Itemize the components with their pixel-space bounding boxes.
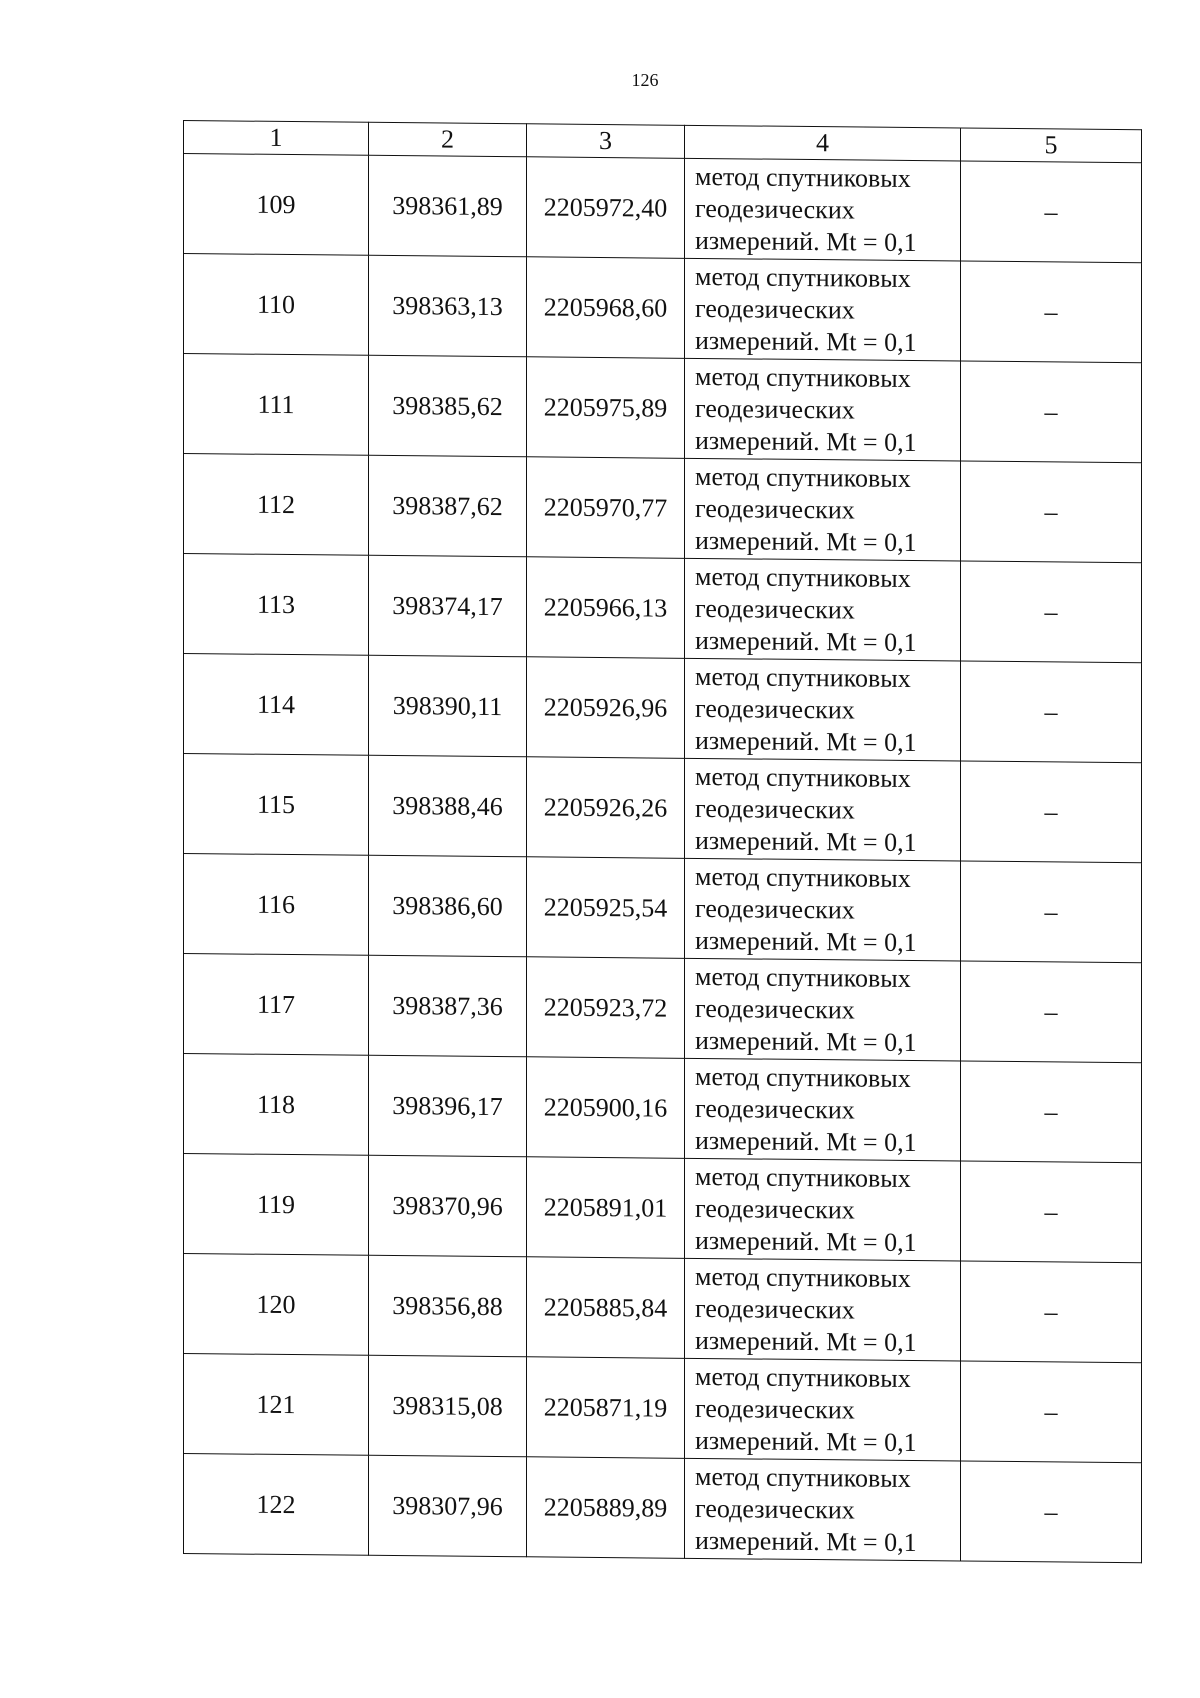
method-line: измерений. Mt = 0,1 bbox=[695, 525, 917, 557]
table-row bbox=[184, 1254, 1142, 1363]
note-cell: – bbox=[961, 1061, 1142, 1163]
method-line: геодезических bbox=[695, 893, 855, 924]
method-line: измерений. Mt = 0,1 bbox=[695, 1225, 917, 1257]
method-line: метод спутниковых bbox=[695, 761, 911, 793]
x-coordinate-cell: 398386,60 bbox=[369, 855, 527, 957]
table-row bbox=[184, 554, 1142, 663]
header-col-4: 4 bbox=[685, 125, 961, 161]
method-line: метод спутниковых bbox=[695, 961, 911, 993]
note-cell: – bbox=[961, 961, 1142, 1063]
coordinates-table bbox=[183, 120, 1142, 1563]
method-cell bbox=[685, 358, 961, 461]
method-line: геодезических bbox=[695, 593, 855, 624]
y-coordinate-cell: 2205889,89 bbox=[527, 1457, 685, 1559]
table-row bbox=[184, 754, 1142, 863]
method-line: метод спутниковых bbox=[695, 661, 911, 693]
method-line: метод спутниковых bbox=[695, 861, 911, 893]
x-coordinate-cell: 398356,88 bbox=[369, 1255, 527, 1357]
method-cell bbox=[685, 1158, 961, 1261]
x-coordinate-cell: 398370,96 bbox=[369, 1155, 527, 1257]
method-line: геодезических bbox=[695, 993, 855, 1024]
y-coordinate-cell: 2205871,19 bbox=[527, 1357, 685, 1459]
method-line: метод спутниковых bbox=[695, 1161, 911, 1193]
point-number-cell: 112 bbox=[184, 454, 369, 556]
point-number-cell: 115 bbox=[184, 754, 369, 856]
method-line: геодезических bbox=[695, 793, 855, 824]
point-number-cell: 116 bbox=[184, 854, 369, 956]
table-row bbox=[184, 354, 1142, 463]
note-cell: – bbox=[961, 1261, 1142, 1363]
x-coordinate-cell: 398361,89 bbox=[369, 155, 527, 257]
method-line: измерений. Mt = 0,1 bbox=[695, 1325, 917, 1357]
y-coordinate-cell: 2205900,16 bbox=[527, 1057, 685, 1159]
method-cell bbox=[685, 1358, 961, 1461]
method-line: измерений. Mt = 0,1 bbox=[695, 325, 917, 357]
method-line: геодезических bbox=[695, 1193, 855, 1224]
table-row bbox=[184, 1354, 1142, 1463]
method-line: метод спутниковых bbox=[695, 1261, 911, 1293]
method-line: геодезических bbox=[695, 193, 855, 224]
method-line: измерений. Mt = 0,1 bbox=[695, 425, 917, 457]
x-coordinate-cell: 398387,36 bbox=[369, 955, 527, 1057]
table-row bbox=[184, 1054, 1142, 1163]
method-line: геодезических bbox=[695, 1493, 855, 1524]
header-col-2: 2 bbox=[369, 122, 527, 157]
table-row bbox=[184, 154, 1142, 263]
x-coordinate-cell: 398315,08 bbox=[369, 1355, 527, 1457]
method-line: метод спутниковых bbox=[695, 561, 911, 593]
x-coordinate-cell: 398307,96 bbox=[369, 1455, 527, 1557]
method-cell bbox=[685, 1458, 961, 1561]
point-number-cell: 120 bbox=[184, 1254, 369, 1356]
note-cell: – bbox=[961, 461, 1142, 563]
method-cell bbox=[685, 1258, 961, 1361]
header-col-3: 3 bbox=[527, 124, 685, 159]
header-col-5: 5 bbox=[961, 128, 1142, 163]
method-cell bbox=[685, 558, 961, 661]
method-line: геодезических bbox=[695, 493, 855, 524]
method-line: метод спутниковых bbox=[695, 461, 911, 493]
page-number: 126 bbox=[631, 70, 659, 90]
y-coordinate-cell: 2205891,01 bbox=[527, 1157, 685, 1259]
y-coordinate-cell: 2205923,72 bbox=[527, 957, 685, 1059]
method-cell bbox=[685, 658, 961, 761]
note-cell: – bbox=[961, 161, 1142, 263]
note-cell: – bbox=[961, 1361, 1142, 1463]
method-cell bbox=[685, 458, 961, 561]
table-body bbox=[184, 154, 1142, 1563]
method-line: геодезических bbox=[695, 393, 855, 424]
point-number-cell: 122 bbox=[184, 1454, 369, 1556]
point-number-cell: 113 bbox=[184, 554, 369, 656]
header-col-1: 1 bbox=[184, 121, 369, 156]
y-coordinate-cell: 2205885,84 bbox=[527, 1257, 685, 1359]
method-line: измерений. Mt = 0,1 bbox=[695, 625, 917, 657]
method-line: метод спутниковых bbox=[695, 261, 911, 293]
table-row bbox=[184, 1454, 1142, 1563]
method-line: измерений. Mt = 0,1 bbox=[695, 1425, 917, 1457]
x-coordinate-cell: 398363,13 bbox=[369, 255, 527, 357]
method-line: метод спутниковых bbox=[695, 1461, 911, 1493]
y-coordinate-cell: 2205966,13 bbox=[527, 557, 685, 659]
y-coordinate-cell: 2205925,54 bbox=[527, 857, 685, 959]
table-row bbox=[184, 454, 1142, 563]
method-cell bbox=[685, 158, 961, 261]
method-line: геодезических bbox=[695, 1093, 855, 1124]
table-row bbox=[184, 1154, 1142, 1263]
point-number-cell: 118 bbox=[184, 1054, 369, 1156]
point-number-cell: 121 bbox=[184, 1354, 369, 1456]
y-coordinate-cell: 2205926,26 bbox=[527, 757, 685, 859]
note-cell: – bbox=[961, 1461, 1142, 1563]
x-coordinate-cell: 398374,17 bbox=[369, 555, 527, 657]
point-number-cell: 109 bbox=[184, 154, 369, 256]
x-coordinate-cell: 398396,17 bbox=[369, 1055, 527, 1157]
table-row bbox=[184, 954, 1142, 1063]
note-cell: – bbox=[961, 1161, 1142, 1263]
x-coordinate-cell: 398390,11 bbox=[369, 655, 527, 757]
table-row bbox=[184, 854, 1142, 963]
x-coordinate-cell: 398385,62 bbox=[369, 355, 527, 457]
note-cell: – bbox=[961, 761, 1142, 863]
table-row bbox=[184, 654, 1142, 763]
method-line: измерений. Mt = 0,1 bbox=[695, 825, 917, 857]
note-cell: – bbox=[961, 261, 1142, 363]
method-line: измерений. Mt = 0,1 bbox=[695, 1025, 917, 1057]
note-cell: – bbox=[961, 861, 1142, 963]
method-line: метод спутниковых bbox=[695, 161, 911, 193]
method-line: измерений. Mt = 0,1 bbox=[695, 1525, 917, 1557]
method-line: геодезических bbox=[695, 293, 855, 324]
x-coordinate-cell: 398388,46 bbox=[369, 755, 527, 857]
point-number-cell: 111 bbox=[184, 354, 369, 456]
note-cell: – bbox=[961, 361, 1142, 463]
method-line: геодезических bbox=[695, 1293, 855, 1324]
method-line: метод спутниковых bbox=[695, 1361, 911, 1393]
point-number-cell: 114 bbox=[184, 654, 369, 756]
point-number-cell: 110 bbox=[184, 254, 369, 356]
y-coordinate-cell: 2205926,96 bbox=[527, 657, 685, 759]
note-cell: – bbox=[961, 661, 1142, 763]
method-cell bbox=[685, 258, 961, 361]
method-cell bbox=[685, 758, 961, 861]
method-cell bbox=[685, 958, 961, 1061]
method-line: измерений. Mt = 0,1 bbox=[695, 225, 917, 257]
table-row bbox=[184, 254, 1142, 363]
note-cell: – bbox=[961, 561, 1142, 663]
x-coordinate-cell: 398387,62 bbox=[369, 455, 527, 557]
point-number-cell: 117 bbox=[184, 954, 369, 1056]
method-line: метод спутниковых bbox=[695, 1061, 911, 1093]
method-line: метод спутниковых bbox=[695, 361, 911, 393]
method-line: измерений. Mt = 0,1 bbox=[695, 725, 917, 757]
y-coordinate-cell: 2205970,77 bbox=[527, 457, 685, 559]
y-coordinate-cell: 2205975,89 bbox=[527, 357, 685, 459]
method-cell bbox=[685, 858, 961, 961]
method-line: измерений. Mt = 0,1 bbox=[695, 925, 917, 957]
method-line: геодезических bbox=[695, 1393, 855, 1424]
method-cell bbox=[685, 1058, 961, 1161]
point-number-cell: 119 bbox=[184, 1154, 369, 1256]
method-line: геодезических bbox=[695, 693, 855, 724]
method-line: измерений. Mt = 0,1 bbox=[695, 1125, 917, 1157]
y-coordinate-cell: 2205972,40 bbox=[527, 157, 685, 259]
y-coordinate-cell: 2205968,60 bbox=[527, 257, 685, 359]
